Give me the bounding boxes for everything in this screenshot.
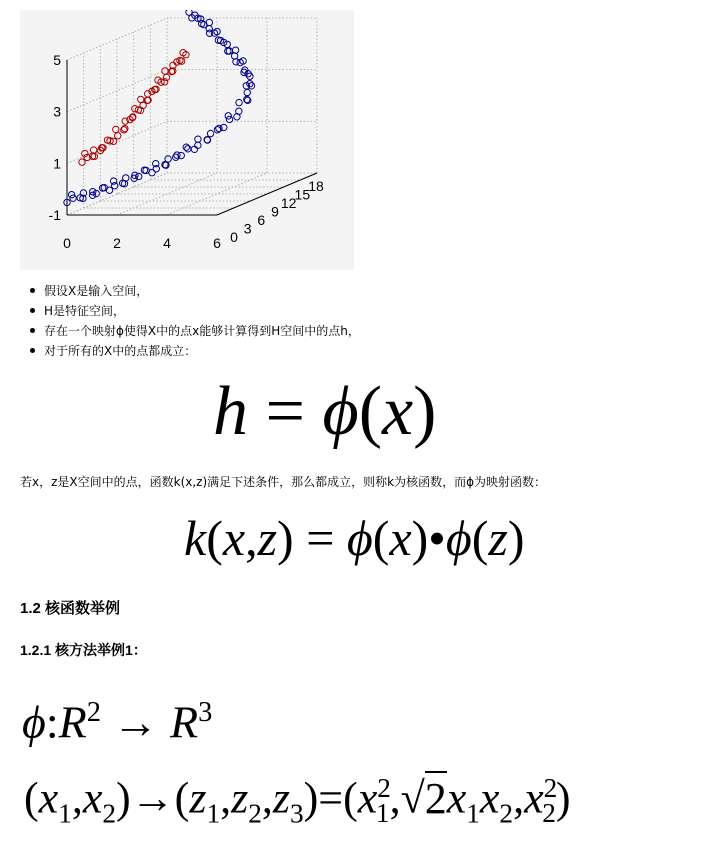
formula-k-dot: • xyxy=(428,510,446,566)
y-tick-label: 3 xyxy=(243,220,252,237)
section-heading-1-2-1: 1.2.1 核方法举例1： xyxy=(20,642,147,658)
data-point xyxy=(186,10,192,15)
list-item-text: 对于所有的X中的点都成立： xyxy=(44,344,197,358)
formula-h-lhs: h xyxy=(213,373,248,450)
bullet-list xyxy=(20,281,360,361)
sub-1: 1 xyxy=(58,798,72,829)
sub-2: 2 xyxy=(102,798,116,829)
y-tick-label: 6 xyxy=(257,212,266,228)
kernel-definition-text: 若x，z是X空间中的点，函数k(x,z)满足下述条件，那么都成立，则称k为核函数，而ϕ为映射函数： xyxy=(20,475,547,489)
data-point xyxy=(123,175,129,181)
list-item-text: 假设X是输入空间， xyxy=(44,284,149,298)
var-x: x xyxy=(82,773,103,823)
y-tick-label: 12 xyxy=(280,195,297,211)
formula-k-z2: z xyxy=(488,510,508,566)
list-item-text: 存在一个映射ϕ使得X中的点x能够计算得到H空间中的点h， xyxy=(44,324,360,338)
formula-k-equals: = xyxy=(306,510,335,566)
formula-k-x2: x xyxy=(389,510,412,566)
var-x: x xyxy=(479,773,500,823)
exp-2: 2 xyxy=(543,773,558,803)
x-tick-label: 4 xyxy=(163,235,171,251)
formula-feature-map: $(x_1,x_2)\to(z_1,z_2,z_3)=(x^2_1,√2x_1x_2,x^2_2)$ xyxy=(24,757,571,844)
plot-axes xyxy=(67,60,317,215)
bullet-dot-icon xyxy=(30,348,35,353)
data-point xyxy=(195,142,201,148)
formula-h-equals-phi-x: h = ϕ(x) xyxy=(213,373,437,450)
data-point xyxy=(138,96,144,102)
scatter-3d-figure xyxy=(20,10,354,270)
sub-1: 1 xyxy=(206,798,221,829)
var-z: z xyxy=(231,773,249,823)
var-x: x xyxy=(38,773,59,823)
var-x: x xyxy=(524,773,544,823)
formula-map-colon: : xyxy=(45,696,59,748)
formula-map-r-out: R xyxy=(169,696,199,748)
data-point xyxy=(231,53,237,59)
formula-map-arrow: → xyxy=(112,696,159,748)
bullet-dot-icon xyxy=(30,328,35,333)
list-item xyxy=(20,321,360,341)
formula-map-phi: ϕ xyxy=(22,696,46,748)
x-tick-label: 0 xyxy=(63,235,71,251)
y-tick-label: 18 xyxy=(308,178,324,194)
x-tick-label: 6 xyxy=(213,235,221,251)
sub-2: 2 xyxy=(542,798,556,829)
formula-map-r-in: R xyxy=(58,696,87,748)
data-point xyxy=(113,126,119,132)
z-tick-label: 1 xyxy=(53,155,61,172)
sub-1: 1 xyxy=(466,798,480,829)
y-tick-label: 9 xyxy=(271,203,279,220)
formula-map-exp-out: 3 xyxy=(198,697,213,728)
data-points xyxy=(64,10,255,206)
list-item-text: H是特征空间， xyxy=(44,304,126,318)
y-tick-label: 15 xyxy=(294,186,311,203)
x-tick-label: 2 xyxy=(113,235,121,251)
data-point xyxy=(207,130,213,136)
var-x: x xyxy=(357,773,378,823)
sub-3: 3 xyxy=(289,798,304,829)
data-point xyxy=(110,178,116,184)
formula-vec-arrow: → xyxy=(130,773,175,823)
data-point xyxy=(79,159,85,165)
scatter-3d-plot xyxy=(20,10,354,270)
data-point xyxy=(236,99,242,105)
formula-k-fn: k xyxy=(184,510,207,566)
z-tick-label: -1 xyxy=(48,207,61,223)
list-item xyxy=(20,301,360,321)
section-heading-1-2: 1.2 核函数举例 xyxy=(20,600,121,617)
list-item xyxy=(20,281,360,301)
formula-kernel-definition: k(x,z) = ϕ(x)•ϕ(z) xyxy=(184,510,525,566)
data-point xyxy=(115,133,121,139)
data-point xyxy=(183,144,189,150)
sub-2: 2 xyxy=(499,798,514,829)
formula-k-x: x xyxy=(222,510,246,566)
list-item xyxy=(20,341,360,361)
formula-k-phi1: ϕ xyxy=(346,510,373,566)
data-point xyxy=(106,187,112,193)
z-tick-label: 5 xyxy=(53,52,61,68)
formula-mapping xyxy=(22,685,212,750)
data-point xyxy=(149,170,155,176)
formula-k-phi2: ϕ xyxy=(445,510,472,566)
sqrt-radicand: 2 xyxy=(425,771,447,823)
y-tick-label: 0 xyxy=(230,229,238,245)
bullet-dot-icon xyxy=(30,288,35,293)
sub-1: 1 xyxy=(375,798,390,829)
sqrt-icon: √ xyxy=(400,773,425,823)
var-x: x xyxy=(446,773,467,823)
z-tick-label: 3 xyxy=(53,103,61,120)
data-point xyxy=(204,137,210,143)
bullet-dot-icon xyxy=(30,308,35,313)
data-point xyxy=(191,146,197,152)
grid-line xyxy=(167,173,267,215)
formula-h-phi: ϕ xyxy=(322,373,359,450)
formula-k-z: z xyxy=(257,510,278,566)
formula-map-exp-in: 2 xyxy=(86,697,101,728)
var-z: z xyxy=(272,773,290,823)
data-point xyxy=(195,136,201,142)
data-point xyxy=(185,146,191,152)
data-point xyxy=(232,47,238,53)
data-point xyxy=(236,108,242,114)
formula-vec-equals: = xyxy=(318,773,344,823)
var-z: z xyxy=(189,773,207,823)
exp-2: 2 xyxy=(377,773,391,803)
data-point xyxy=(165,156,171,162)
formula-h-equals: = xyxy=(265,373,305,450)
sub-2: 2 xyxy=(248,798,262,829)
data-point xyxy=(244,89,250,95)
formula-h-arg: x xyxy=(382,373,414,450)
